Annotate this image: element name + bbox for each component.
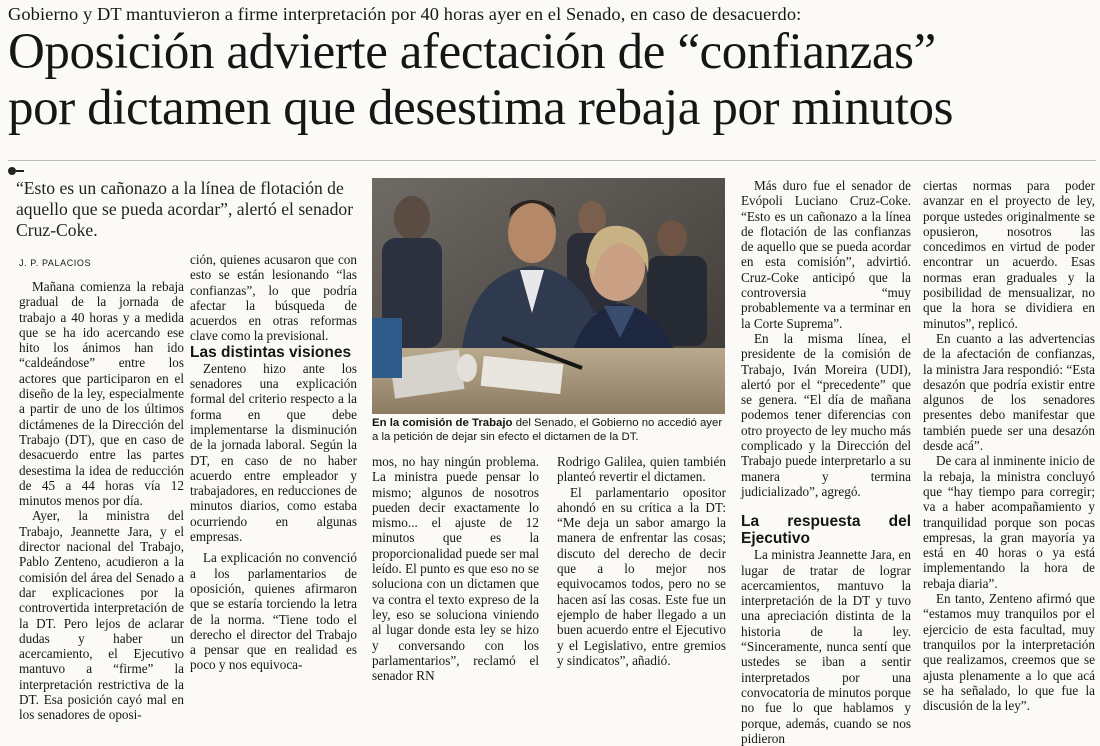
subhead: La respuesta del Ejecutivo — [741, 513, 911, 548]
commission-photo-illustration — [372, 178, 725, 414]
paragraph: En la misma línea, el presidente de la comisión de Trabajo, Iván Moreira (UDI), alertó por el “precedente” que se genera. “El día de mañana podemos tener diferencias con otro proyecto de ley mucho más complicado y la Dirección del Trabajo puede interpretarlo a su manera y termina judicializado”, agregó. — [741, 330, 911, 499]
paragraph: La explicación no convenció a los parlamentarios de oposición, quienes afirmaron que se estaría torciendo la letra de la norma. “Tiene todo el derecho el director del Trabajo a pensar que en realidad es poco y nos equivoca- — [190, 550, 357, 673]
pull-quote: “Esto es un cañonazo a la línea de flotación de aquello que se pueda acordar”, alertó el senador Cruz-Coke. — [16, 178, 354, 240]
article-photo — [372, 178, 725, 414]
paragraph: Rodrigo Galilea, quien también planteó revertir el dictamen. — [557, 454, 726, 485]
headline — [8, 24, 1098, 136]
paragraph: mos, no hay ningún problema. La ministra puede pensar lo mismo; algunos de nosotros pueden decir exactamente lo mismo... el ajuste de 12 minutos que es la proporcionalidad puede ser mal leído. El punto es que eso no se soluciona con un dictamen que va contra el texto expreso de la ley, eso se soluciona viniendo al lugar donde esta ley se hizo y conversando con los parlamentarios”, reclamó el senador RN — [372, 454, 539, 684]
article-column-2 — [190, 252, 357, 673]
paragraph: ciertas normas para poder avanzar en el proyecto de ley, porque ustedes originalmente se opusieron, nosotros las concedimos en virtud de poder encontrar un acuerdo. Esas normas eran graduales y la posibilidad de mensualizar, no que la hora se dividiera en minutos”, replicó. — [923, 178, 1095, 331]
paragraph: La ministra Jeannette Jara, en lugar de tratar de lograr acercamientos, mantuvo la interpretación de la DT y tuvo una apreciación distinta de la historia de la ley. “Sinceramente, nunca sentí que ustedes se iban a sentir interpretados por una convocatoria de minutos porque no fue lo que hablamos y porque, además, cuando se nos pidieron — [741, 547, 911, 746]
caption-lead: En la comisión de Trabajo — [372, 417, 513, 429]
bullet-dot — [8, 167, 16, 175]
article-column-4 — [741, 178, 911, 746]
divider — [8, 160, 1096, 161]
bullet-line — [16, 170, 24, 172]
paragraph: El parlamentario opositor ahondó en su crítica a la DT: “Me deja un sabor amargo la manera de enfrentar las cosas; discuto del derecho de decir que a lo mejor nos equivocamos todos, pero no se hacen así las cosas. Este fue un ejemplo de haber llegado a un buen acuerdo entre el Ejecutivo y el Legislativo, entre gremios y sindicatos”, añadió. — [557, 484, 726, 668]
paragraph: Ayer, la ministra del Trabajo, Jeannette Jara, y el director nacional del Trabajo, Pablo Zenteno, acudieron a la comisión del área del Senado a dar explicaciones por la controvertida interpretación de la DT. Pero lejos de aclarar dudas y haber un acercamiento, el Ejecutivo mantuvo a “firme” la interpretación restrictiva de la DT. Esa posición cayó mal en los senadores de oposi- — [19, 508, 184, 723]
article-column-3 — [372, 454, 539, 683]
subhead: Las distintas visiones — [190, 343, 352, 361]
article-column-4a — [557, 454, 726, 668]
article-column-1 — [19, 279, 184, 723]
paragraph: De cara al inminente inicio de la rebaja, la ministra concluyó que “hay tiempo para corregir; va a haber acompañamiento y tranquilidad porque son pocas empresas, la gran mayoría ya está en 40 horas o ya está implementando la hora de rebaja diaria”. — [923, 453, 1095, 591]
byline: J. P. PALACIOS — [19, 258, 92, 268]
photo-caption — [372, 416, 725, 444]
paragraph: Zenteno hizo ante los senadores una explicación formal del criterio respecto a la forma en que debe implementarse la disminución de la jornada laboral. Según la DT, en caso de no haber acuerdo entre empleador y trabajadores, en reducciones de minutos diarios, como estaba ocurriendo en algunas empresas. — [190, 360, 357, 545]
caption-text: del Senado, el Gobierno no accedió ayer a la petición de dejar sin efecto el dictamen de la DT. — [372, 417, 723, 443]
paragraph: En cuanto a las advertencias de la afectación de confianzas, la ministra Jara respondió: “Esta desazón que podría existir entre algunos de los senadores presentes debo manifestar que también puede ser una desazón desde acá”. — [923, 330, 1095, 454]
kicker: Gobierno y DT mantuvieron a firme interpretación por 40 horas ayer en el Senado, en caso de desacuerdo: — [8, 4, 802, 24]
paragraph: ción, quienes acusaron que con esto se están lesionando “las confianzas”, lo que podría afectar la búsqueda de acuerdos en otras reformas clave como la previsional. — [190, 252, 357, 344]
paragraph: Más duro fue el senador de Evópoli Luciano Cruz-Coke. “Esto es un cañonazo a la línea de flotación de las confianzas de aquello que se pueda acordar en esta comisión”, advirtió. Cruz-Coke anticipó que la controversia “muy probablemente va a terminar en la Corte Suprema”. — [741, 178, 911, 331]
headline-line-2: por dictamen que desestima rebaja por minutos — [8, 80, 954, 136]
paragraph: Mañana comienza la rebaja gradual de la jornada de trabajo a 40 horas y a medida que se ha ido acercando ese hito los ánimos han ido “caldeándose” entre los actores que participaron en el diseño de la ley, especialmente a partir de uno de los últimos dictámenes de la Dirección del Trabajo (DT), que en caso de desacuerdo entre las partes desestima la idea de reducción de 45 a 44 horas vía 12 minutos menos por día. — [19, 279, 184, 509]
article-column-5 — [923, 178, 1095, 713]
headline-line-1: Oposición advierte afectación de “confianzas” — [8, 24, 936, 80]
paragraph: En tanto, Zenteno afirmó que “estamos muy tranquilos por el ejercicio de esta facultad, muy tranquilos por la interpretación que realizamos, creemos que se ajusta plenamente a lo que acá se ha señalado, lo que fue la discusión de la ley”. — [923, 591, 1095, 714]
